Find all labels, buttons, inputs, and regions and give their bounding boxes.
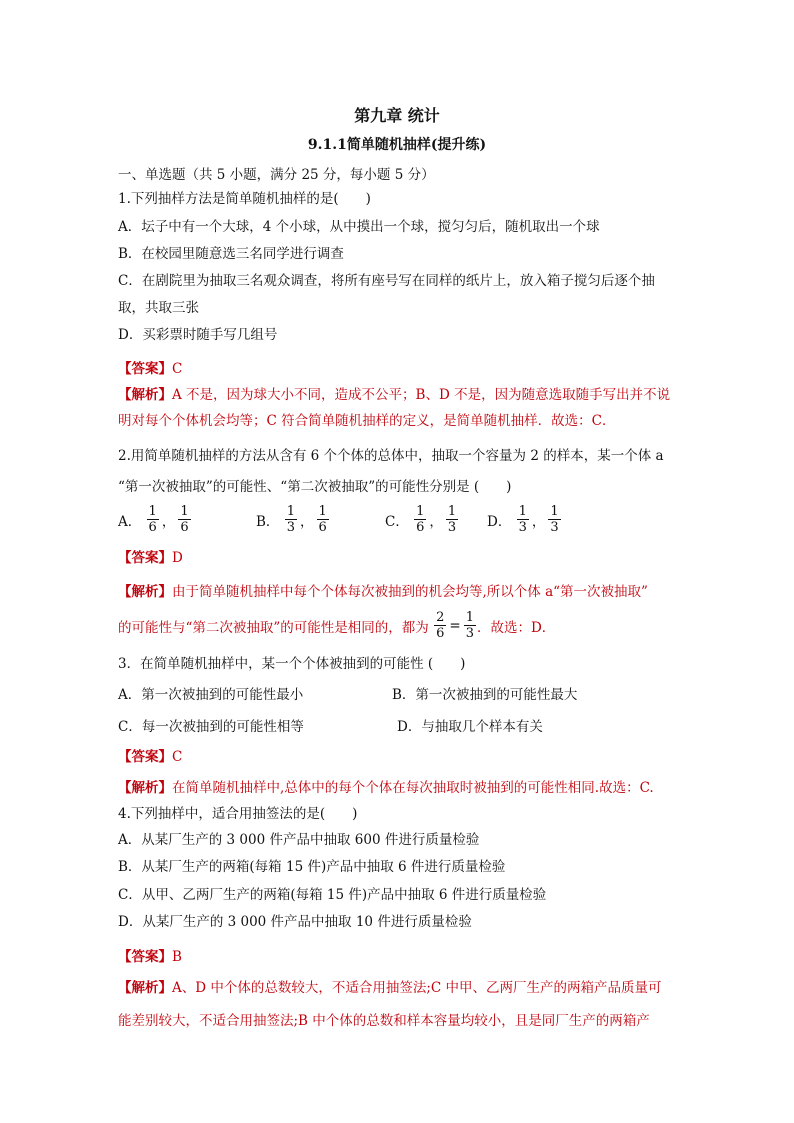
fraction (147, 504, 159, 535)
numerator: 2 (436, 610, 445, 625)
denominator: 6 (180, 520, 189, 535)
q1-answer-value: C (172, 361, 183, 377)
q2-option-a-label: A． (118, 513, 142, 530)
q1-stem: 1.下列抽样方法是简单随机抽样的是( ) (118, 191, 371, 207)
q2-analysis-text1: 由于简单随机抽样中每个个体每次被抽到的机会均等,所以个体 a“第一次被抽取” (172, 584, 648, 600)
denominator: 3 (550, 520, 559, 535)
q2-analysis-line2 (118, 610, 555, 641)
numerator: 1 (180, 504, 189, 519)
fraction (548, 504, 560, 535)
denominator: 6 (148, 520, 157, 535)
q3-answer (118, 748, 182, 766)
q3-analysis-text: 在简单随机抽样中,总体中的每个个体在每次抽取时被抽到的可能性相同.故选：C. (172, 780, 654, 796)
q2-option-b (256, 504, 330, 535)
fraction (464, 610, 476, 641)
q2-option-d (487, 504, 562, 535)
numerator: 1 (550, 504, 559, 519)
denominator: 6 (318, 520, 327, 535)
answer-tag: 【答案】 (118, 361, 172, 377)
q1-option-b: B．在校园里随意选三名同学进行调查 (118, 246, 344, 262)
numerator: 1 (148, 504, 157, 519)
q3-stem: 3．在简单随机抽样中，某一个个体被抽到的可能性 ( ) (118, 656, 466, 672)
q1-option-a: A．坛子中有一个大球，4 个小球，从中摸出一个球，搅匀匀后，随机取出一个球 (118, 219, 600, 235)
fraction (517, 504, 529, 535)
q2-analysis-text2: 的可能性与“第二次被抽取”的可能性是相同的，都为 (118, 619, 429, 636)
q2-answer-value: D (172, 550, 183, 566)
q2-option-d-label: D． (487, 513, 512, 530)
numerator: 1 (447, 504, 457, 519)
fraction (317, 504, 329, 535)
q1-option-d: D．买彩票时随手写几组号 (118, 327, 278, 343)
denominator: 6 (436, 626, 445, 641)
q4-option-b: B．从某厂生产的两箱(每箱 15 件)产品中抽取 6 件进行质量检验 (118, 859, 506, 875)
q2-analysis-tail: ．故选：D． (476, 619, 556, 636)
answer-tag: 【答案】 (118, 749, 172, 765)
q4-analysis-line1 (118, 979, 662, 997)
numerator: 1 (518, 504, 527, 519)
fraction (285, 504, 297, 535)
q2-answer (118, 549, 183, 567)
analysis-tag: 【解析】 (118, 780, 172, 796)
comma: ， (531, 513, 546, 530)
numerator: 1 (286, 504, 295, 519)
q3-answer-value: C (172, 749, 183, 765)
section-subtitle: 9.1.1简单随机抽样(提升练) (307, 137, 487, 153)
q2-option-a (118, 504, 192, 535)
q4-option-a: A．从某厂生产的 3 000 件产品中抽取 600 件进行质量检验 (118, 832, 480, 848)
q4-option-c: C．从甲、乙两厂生产的两箱(每箱 15 件)产品中抽取 6 件进行质量检验 (118, 887, 547, 903)
fraction (446, 504, 458, 535)
comma: ， (429, 513, 443, 530)
numerator: 1 (465, 610, 474, 625)
q4-answer (118, 948, 182, 966)
q4-analysis-text1: A、D 中个体的总数较大，不适合用抽签法;C 中甲、乙两厂生产的两箱产品质量可 (172, 980, 662, 996)
q4-analysis-line2: 能差别较大，不适合用抽签法;B 中个体的总数和样本容量均较小，且是同厂生产的两箱产 (118, 1013, 650, 1029)
numerator: 1 (318, 504, 327, 519)
q1-analysis-line1 (118, 386, 670, 404)
q3-option-c: C．每一次被抽到的可能性相等 (118, 719, 304, 735)
q4-stem: 4.下列抽样中，适合用抽签法的是( ) (118, 806, 358, 822)
numerator: 1 (416, 504, 425, 519)
q1-analysis-text1: A 不是，因为球大小不同，造成不公平；B、D 不是，因为随意选取随手写出并不说 (172, 387, 671, 403)
analysis-tag: 【解析】 (118, 980, 172, 996)
answer-tag: 【答案】 (118, 949, 172, 965)
section-heading: 一、单选题（共 5 小题，满分 25 分，每小题 5 分） (118, 167, 435, 183)
q1-option-c-line2: 取，共取三张 (118, 300, 199, 316)
q3-option-b: B．第一次被抽到的可能性最大 (392, 687, 578, 703)
chapter-title: 第九章 统计 (354, 106, 440, 125)
q1-answer (118, 360, 182, 378)
q1-option-c-line1: C．在剧院里为抽取三名观众调查，将所有座号写在同样的纸片上，放入箱子搅匀后逐个抽 (118, 273, 655, 289)
fraction (414, 504, 426, 535)
denominator: 3 (447, 520, 457, 535)
q1-analysis-line2: 明对每个个体机会均等；C 符合简单随机抽样的定义，是简单随机抽样．故选：C． (118, 413, 616, 429)
q4-answer-value: B (172, 949, 182, 965)
fraction (178, 504, 190, 535)
q3-option-d: D．与抽取几个样本有关 (397, 719, 543, 735)
q2-stem-line1: 2.用简单随机抽样的方法从含有 6 个个体的总体中，抽取一个容量为 2 的样本，某一个体 a (118, 448, 664, 464)
fraction (434, 610, 446, 641)
comma: ， (161, 513, 176, 530)
q4-option-d: D．从某厂生产的 3 000 件产品中抽取 10 件进行质量检验 (118, 914, 472, 930)
comma: ， (300, 513, 314, 530)
denominator: 3 (465, 626, 474, 641)
q3-option-a: A．第一次被抽到的可能性最小 (118, 687, 304, 703)
q3-analysis (118, 779, 654, 797)
q2-analysis-line1 (118, 583, 648, 601)
q2-option-c (385, 504, 459, 535)
denominator: 3 (286, 520, 295, 535)
denominator: 3 (518, 520, 527, 535)
analysis-tag: 【解析】 (118, 584, 172, 600)
analysis-tag: 【解析】 (118, 387, 172, 403)
equals-sign: = (449, 617, 461, 634)
denominator: 6 (416, 520, 425, 535)
q2-option-b-label: B． (256, 513, 280, 530)
answer-tag: 【答案】 (118, 550, 172, 566)
q2-stem-line2: “第一次被抽取”的可能性、“第二次被抽取”的可能性分别是 ( ) (118, 479, 512, 495)
q2-option-c-label: C． (385, 513, 409, 530)
